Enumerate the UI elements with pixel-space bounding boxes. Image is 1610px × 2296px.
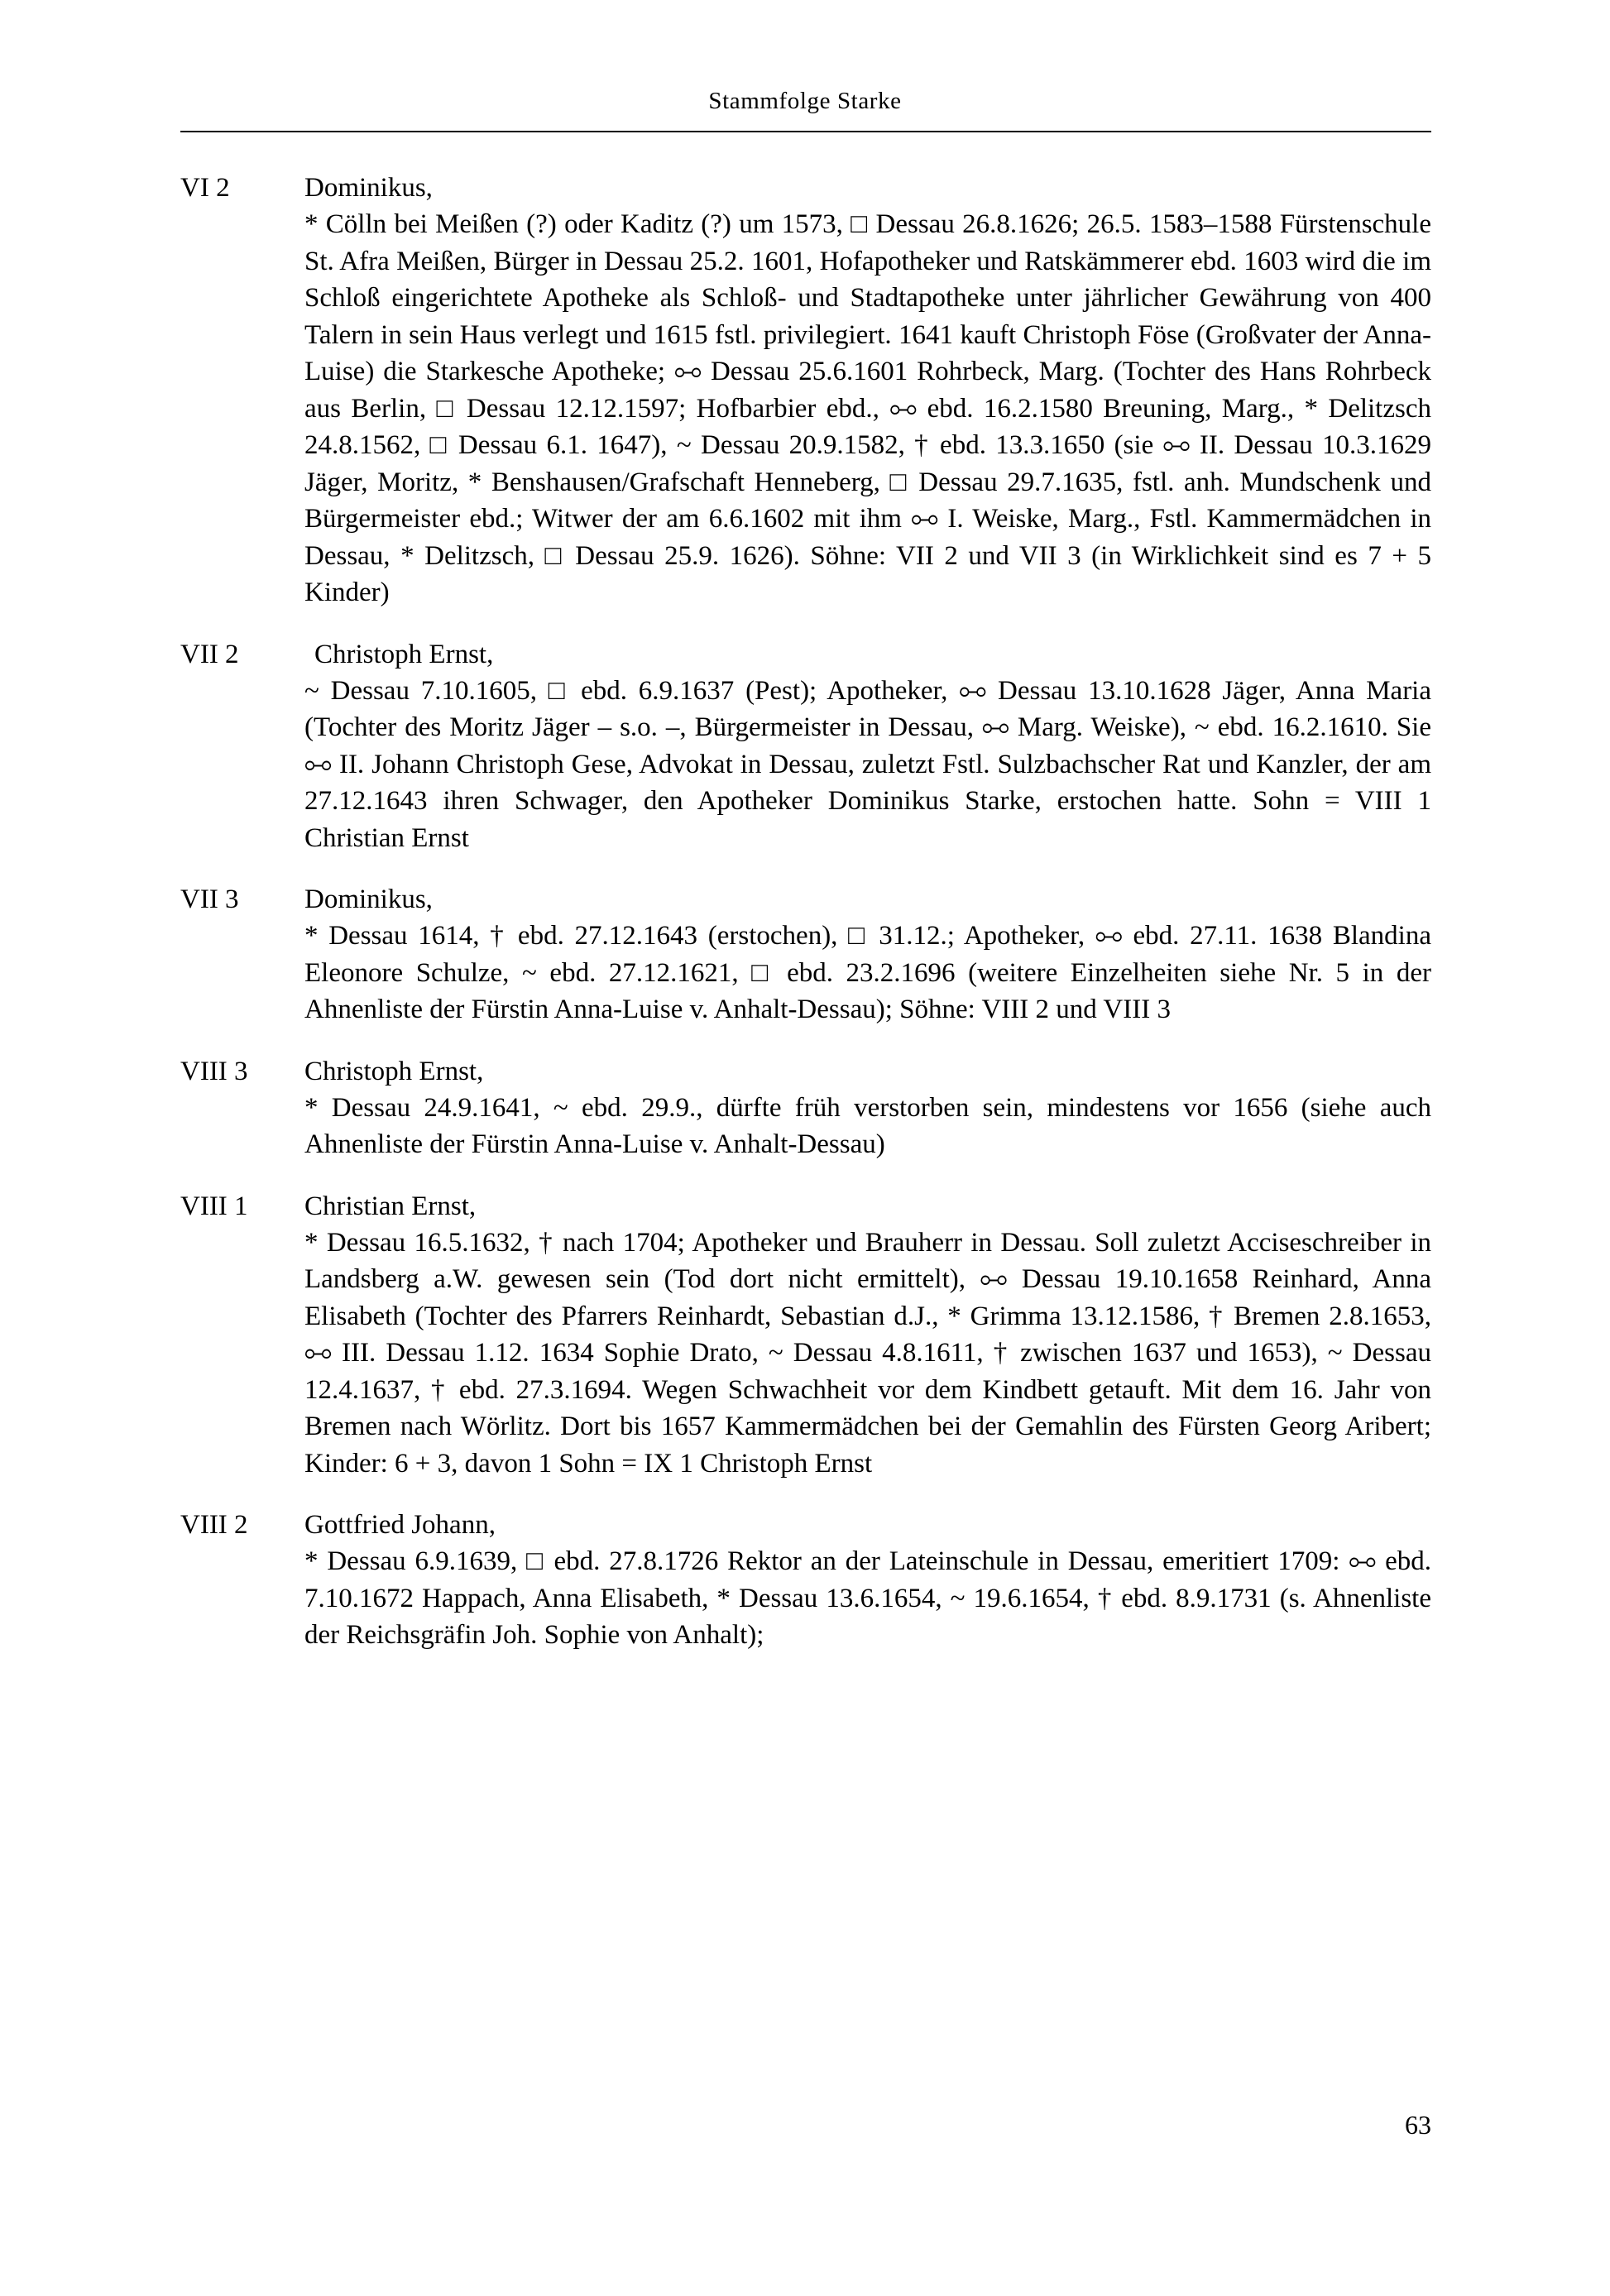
entry-heading xyxy=(180,881,1431,918)
entry-text: * Dessau 16.5.1632, † nach 1704; Apotheker und Brauherr in Dessau. Soll zuletzt Acciseschreiber in Landsberg a.W. gewesen sein (Tod dort nicht ermittelt), ⧟ Dessau 19.10.1658 Reinhard, Anna Elisabeth (Tochter des Pfarrers Reinhardt, Sebastian d.J., * Grimma 13.12.1586, † Bremen 2.8.1653, ⧟ III. Dessau 1.12. 1634 Sophie Drato, ~ Dessau 4.8.1611, † zwischen 1637 und 1653), ~ Dessau 12.4.1637, † ebd. 27.3.1694. Wegen Schwachheit vor dem Kindbett getauft. Mit dem 16. Jahr von Bremen nach Wörlitz. Dort bis 1657 Kammermädchen bei der Gemahlin des Fürsten Georg Aribert; Kinder: 6 + 3, davon 1 Sohn = IX 1 Christoph Ernst xyxy=(304,1227,1431,1479)
generation-number: VIII 3 xyxy=(180,1056,248,1086)
entry-text: * Dessau 1614, † ebd. 27.12.1643 (erstochen), □ 31.12.; Apotheker, ⧟ ebd. 27.11. 1638 Blandina Eleonore Schulze, ~ ebd. 27.12.1621, □ ebd. 23.2.1696 (weitere Einzelheiten siehe Nr. 5 in der Ahnenliste der Fürstin Anna-Luise v. Anhalt-Dessau); Söhne: VIII 2 und VIII 3 xyxy=(304,921,1431,1024)
person-name: Gottfried Johann, xyxy=(304,1510,496,1540)
genealogy-entry xyxy=(180,170,1431,611)
genealogy-entry xyxy=(180,881,1431,1028)
genealogy-entry xyxy=(180,1053,1431,1163)
entry-heading xyxy=(180,170,1431,206)
entry-text: ~ Dessau 7.10.1605, □ ebd. 6.9.1637 (Pest); Apotheker, ⧟ Dessau 13.10.1628 Jäger, Anna Maria (Tochter des Moritz Jäger – s.o. –, Bürgermeister in Dessau, ⧟ Marg. Weiske), ~ ebd. 16.2.1610. Sie ⧟ II. Johann Christoph Gese, Advokat in Dessau, zuletzt Fstl. Sulzbachscher Rat und Kanzler, der am 27.12.1643 ihren Schwager, den Apotheker Dominikus Starke, erstochen hatte. Sohn = VIII 1 Christian Ernst xyxy=(304,675,1431,853)
genealogy-entry xyxy=(180,636,1431,857)
entry-text: * Dessau 6.9.1639, □ ebd. 27.8.1726 Rektor an der Lateinschule in Dessau, emeritiert 1709: ⧟ ebd. 7.10.1672 Happach, Anna Elisabeth, * Dessau 13.6.1654, ~ 19.6.1654, † ebd. 8.9.1731 (s. Ahnenliste der Reichsgräfin Joh. Sophie von Anhalt); xyxy=(304,1546,1431,1650)
generation-number: VII 3 xyxy=(180,884,239,914)
genealogy-entry xyxy=(180,1507,1431,1654)
page-body xyxy=(180,170,1431,1654)
person-name: Christoph Ernst, xyxy=(314,639,494,669)
genealogy-entry xyxy=(180,1188,1431,1483)
person-name: Christoph Ernst, xyxy=(304,1056,484,1086)
entry-text: * Dessau 24.9.1641, ~ ebd. 29.9., dürfte früh verstorben sein, mindestens vor 1656 (siehe auch Ahnenliste der Fürstin Anna-Luise v. Anhalt-Dessau) xyxy=(304,1092,1431,1159)
person-name: Dominikus, xyxy=(304,884,433,914)
generation-number: VIII 2 xyxy=(180,1510,248,1540)
person-name: Christian Ernst, xyxy=(304,1191,477,1221)
entry-heading xyxy=(180,1053,1431,1090)
entry-text: * Cölln bei Meißen (?) oder Kaditz (?) um 1573, □ Dessau 26.8.1626; 26.5. 1583–1588 Fürstenschule St. Afra Meißen, Bürger in Dessau 25.2. 1601, Hofapotheker und Ratskämmerer ebd. 1603 wird die im Schloß eingerichtete Apotheke als Schloß- und Stadtapotheke unter jährlicher Gewährung von 400 Talern in sein Haus verlegt und 1615 fstl. privilegiert. 1641 kauft Christoph Föse (Großvater der Anna-Luise) die Starkesche Apotheke; ⧟ Dessau 25.6.1601 Rohrbeck, Marg. (Tochter des Hans Rohrbeck aus Berlin, □ Dessau 12.12.1597; Hofbarbier ebd., ⧟ ebd. 16.2.1580 Breuning, Marg., * Delitzsch 24.8.1562, □ Dessau 6.1. 1647), ~ Dessau 20.9.1582, † ebd. 13.3.1650 (sie ⧟ II. Dessau 10.3.1629 Jäger, Moritz, * Benshausen/Grafschaft Henneberg, □ Dessau 29.7.1635, fstl. anh. Mundschenk und Bürgermeister ebd.; Witwer der am 6.6.1602 mit ihm ⧟ I. Weiske, Marg., Fstl. Kammermädchen in Dessau, * Delitzsch, □ Dessau 25.9. 1626). Söhne: VII 2 und VII 3 (in Wirklichkeit sind es 7 + 5 Kinder) xyxy=(304,209,1431,607)
person-name: Dominikus, xyxy=(304,173,433,203)
generation-number: VIII 1 xyxy=(180,1191,248,1221)
entry-heading xyxy=(180,636,1431,673)
header-rule xyxy=(180,131,1431,132)
entry-heading xyxy=(180,1507,1431,1543)
generation-number: VI 2 xyxy=(180,173,230,203)
running-header-title: Stammfolge Starke xyxy=(708,88,902,114)
page-number: 63 xyxy=(1405,2110,1431,2140)
generation-number: VII 2 xyxy=(180,639,239,669)
entry-heading xyxy=(180,1188,1431,1225)
